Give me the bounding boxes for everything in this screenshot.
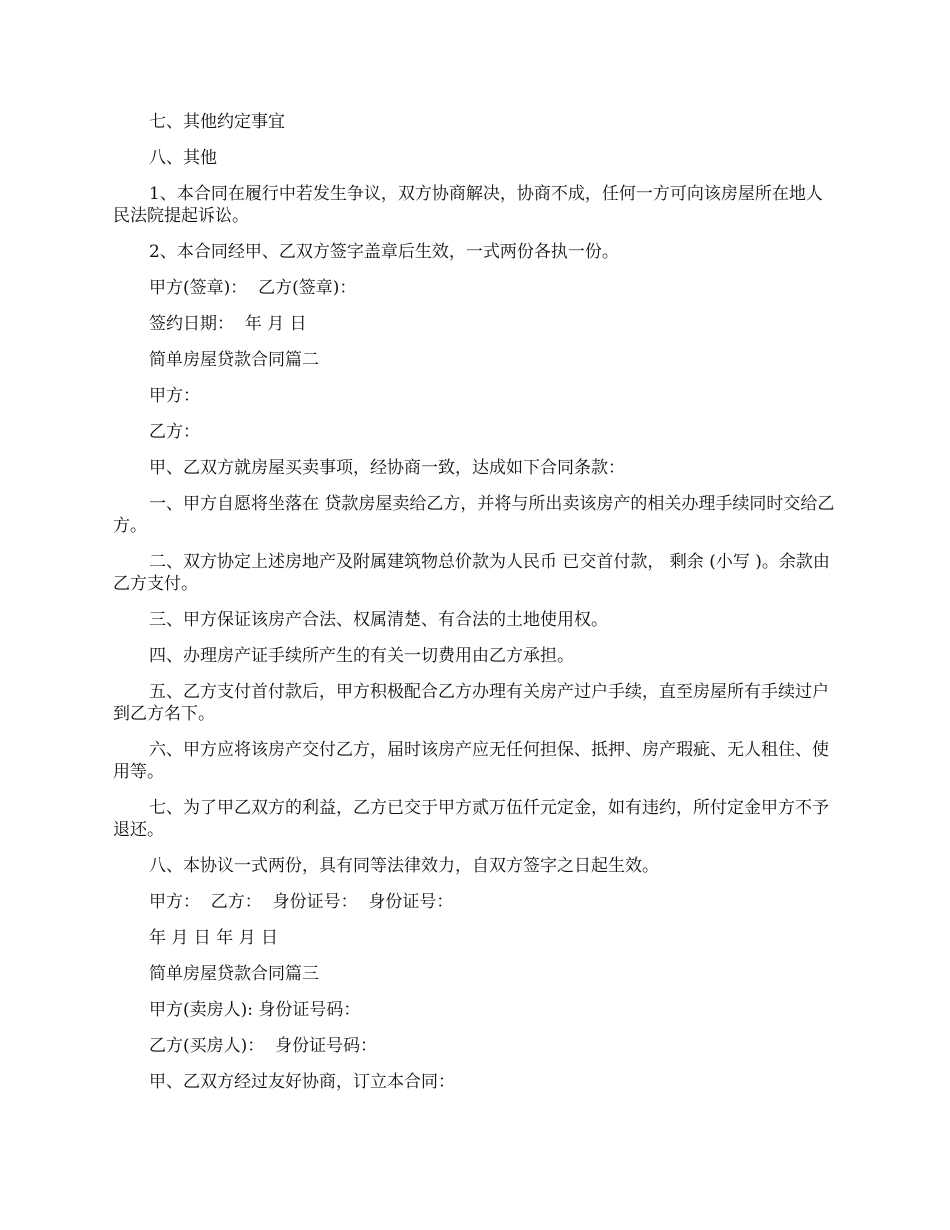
clause-paragraph: 一、甲方自愿将坐落在 贷款房屋卖给乙方，并将与所出卖该房产的相关办理手续同时交给乙方。: [113, 494, 835, 536]
intro-paragraph: 甲、乙双方就房屋买卖事项，经协商一致，达成如下合同条款：: [149, 458, 625, 478]
clause-paragraph: 八、本协议一式两份，具有同等法律效力，自双方签字之日起生效。: [149, 856, 659, 876]
clause-paragraph: 三、甲方保证该房产合法、权属清楚、有合法的土地使用权。: [149, 610, 608, 630]
clause-paragraph: 七、为了甲乙双方的利益，乙方已交于甲方贰万伍仟元定金，如有违约，所付定金甲方不予退还。: [113, 798, 829, 840]
section-heading: 八、其他: [149, 148, 217, 168]
intro-paragraph: 甲、乙双方经过友好协商，订立本合同：: [149, 1072, 455, 1092]
clause-paragraph: 2、本合同经甲、乙双方签字盖章后生效，一式两份各执一份。: [149, 242, 619, 262]
buyer-line: 乙方(买房人)： 身份证号码：: [149, 1036, 378, 1056]
section-heading: 七、其他约定事宜: [149, 112, 285, 132]
clause-paragraph: 1、本合同在履行中若发生争议，双方协商解决，协商不成，任何一方可向该房屋所在地人民法院提起诉讼。: [113, 184, 823, 226]
date-line: 签约日期： 年 月 日: [149, 314, 307, 334]
clause-paragraph: 二、双方协定上述房地产及附属建筑物总价款为人民币 已交首付款， 剩余 (小写 )。余款由乙方支付。: [113, 552, 830, 594]
party-b-line: 乙方：: [149, 422, 200, 442]
party-a-line: 甲方：: [149, 386, 200, 406]
signature-line: 甲方： 乙方： 身份证号： 身份证号：: [149, 892, 454, 912]
date-line: 年 月 日 年 月 日: [149, 928, 279, 948]
contract-title: 简单房屋贷款合同篇二: [149, 350, 319, 370]
clause-paragraph: 六、甲方应将该房产交付乙方，届时该房产应无任何担保、抵押、房产瑕疵、无人租住、使用等。: [113, 740, 829, 782]
seller-line: 甲方(卖房人): 身份证号码：: [149, 1000, 361, 1020]
signature-line: 甲方(签章)： 乙方(签章)：: [149, 278, 357, 298]
clause-paragraph: 五、乙方支付首付款后，甲方积极配合乙方办理有关房产过户手续，直至房屋所有手续过户到乙方名下。: [113, 682, 829, 724]
document-body: [113, 111, 839, 1093]
clause-paragraph: 四、办理房产证手续所产生的有关一切费用由乙方承担。: [149, 646, 574, 666]
contract-title: 简单房屋贷款合同篇三: [149, 964, 319, 984]
